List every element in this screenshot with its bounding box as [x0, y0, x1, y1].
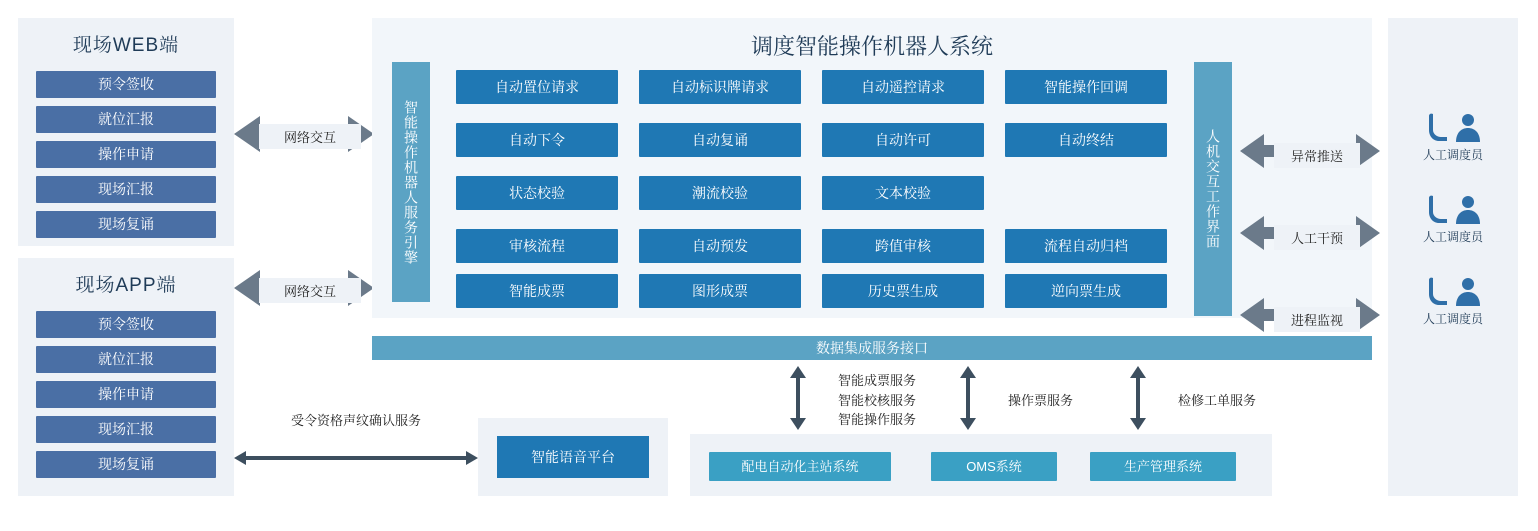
label-web-network: 网络交互	[259, 124, 361, 149]
operator-1	[1398, 108, 1508, 163]
operator-label-2: 人工调度员	[1422, 230, 1483, 244]
person-icon	[1455, 112, 1481, 142]
cell-auto-remote-request[interactable]: 自动遥控请求	[822, 70, 984, 104]
hmi-bar[interactable]	[1194, 62, 1232, 316]
cell-flow-auto-archive[interactable]: 流程自动归档	[1005, 229, 1167, 263]
cell-smart-ticket[interactable]: 智能成票	[456, 274, 618, 308]
cell-auto-permit[interactable]: 自动许可	[822, 123, 984, 157]
person-icon	[1455, 276, 1481, 306]
system-box-production-management[interactable]: 生产管理系统	[1090, 452, 1236, 481]
cell-history-ticket[interactable]: 历史票生成	[822, 274, 984, 308]
operator-3	[1398, 272, 1508, 327]
arrow-operation-ticket-service	[959, 366, 977, 430]
cell-powerflow-check[interactable]: 潮流校验	[639, 176, 801, 210]
label-smart-check-service: 智能校核服务	[838, 392, 917, 408]
cell-review-flow[interactable]: 审核流程	[456, 229, 618, 263]
label-app-network: 网络交互	[259, 278, 361, 303]
cell-auto-order[interactable]: 自动下令	[456, 123, 618, 157]
panel-operators	[1388, 18, 1518, 496]
cell-auto-sign-request[interactable]: 自动标识牌请求	[639, 70, 801, 104]
headset-person-icon	[1425, 276, 1451, 306]
label-smart-ticket-service: 智能成票服务	[838, 373, 917, 388]
app-client-title: 现场APP端	[75, 275, 177, 296]
cell-auto-position-request[interactable]: 自动置位请求	[456, 70, 618, 104]
list-item[interactable]: 预令签收	[36, 71, 216, 98]
voice-platform-box[interactable]: 智能语音平台	[497, 436, 649, 478]
system-box-oms[interactable]: OMS系统	[931, 452, 1057, 481]
person-icon	[1455, 194, 1481, 224]
operator-label-3: 人工调度员	[1422, 312, 1483, 326]
list-item[interactable]: 现场汇报	[36, 176, 216, 203]
web-client-title: 现场WEB端	[72, 35, 180, 56]
operator-icon-group-1	[1398, 108, 1508, 142]
list-item[interactable]: 操作申请	[36, 141, 216, 168]
list-item[interactable]: 现场复诵	[36, 211, 216, 238]
operator-label-1: 人工调度员	[1422, 148, 1483, 162]
list-item[interactable]: 就位汇报	[36, 346, 216, 373]
arrow-ticket-services	[789, 366, 807, 430]
headset-person-icon	[1425, 112, 1451, 142]
label-process-monitor: 进程监视	[1274, 307, 1360, 332]
label-manual-intervention: 人工干预	[1274, 225, 1360, 250]
cell-text-check[interactable]: 文本校验	[822, 176, 984, 210]
label-smart-operation-service: 智能操作服务	[838, 412, 917, 427]
cell-auto-repeat[interactable]: 自动复诵	[639, 123, 801, 157]
cell-state-check[interactable]: 状态校验	[456, 176, 618, 210]
list-item[interactable]: 现场汇报	[36, 416, 216, 443]
label-operation-ticket-service: 操作票服务	[1008, 393, 1074, 408]
service-engine-bar[interactable]	[392, 62, 430, 302]
data-integration-bus[interactable]: 数据集成服务接口	[372, 336, 1372, 360]
list-item[interactable]: 操作申请	[36, 381, 216, 408]
operator-icon-group-3	[1398, 272, 1508, 306]
service-engine-label: 智能操作机器人服务引擎	[403, 99, 420, 265]
robot-system-title: 调度智能操作机器人系统	[750, 34, 993, 59]
cell-auto-finish[interactable]: 自动终结	[1005, 123, 1167, 157]
cell-cross-shift-review[interactable]: 跨值审核	[822, 229, 984, 263]
system-box-distribution-automation[interactable]: 配电自动化主站系统	[709, 452, 891, 481]
label-abnormal-push: 异常推送	[1274, 143, 1360, 168]
list-item[interactable]: 就位汇报	[36, 106, 216, 133]
list-item[interactable]: 预令签收	[36, 311, 216, 338]
list-item[interactable]: 现场复诵	[36, 451, 216, 478]
operator-2	[1398, 190, 1508, 245]
panel-web-client	[18, 18, 234, 246]
label-voice-service: 受令资格声纹确认服务	[290, 413, 421, 428]
arrow-maintenance-order-service	[1129, 366, 1147, 430]
cell-auto-prerelease[interactable]: 自动预发	[639, 229, 801, 263]
cell-smart-operation-callback[interactable]: 智能操作回调	[1005, 70, 1167, 104]
panel-app-client	[18, 258, 234, 496]
headset-person-icon	[1425, 194, 1451, 224]
label-smart-services	[838, 371, 916, 430]
label-maintenance-order-service: 检修工单服务	[1178, 393, 1257, 408]
operator-icon-group-2	[1398, 190, 1508, 224]
arrow-voice-service	[234, 450, 478, 466]
cell-graphic-ticket[interactable]: 图形成票	[639, 274, 801, 308]
cell-reverse-ticket[interactable]: 逆向票生成	[1005, 274, 1167, 308]
hmi-label: 人机交互工作界面	[1205, 129, 1222, 249]
